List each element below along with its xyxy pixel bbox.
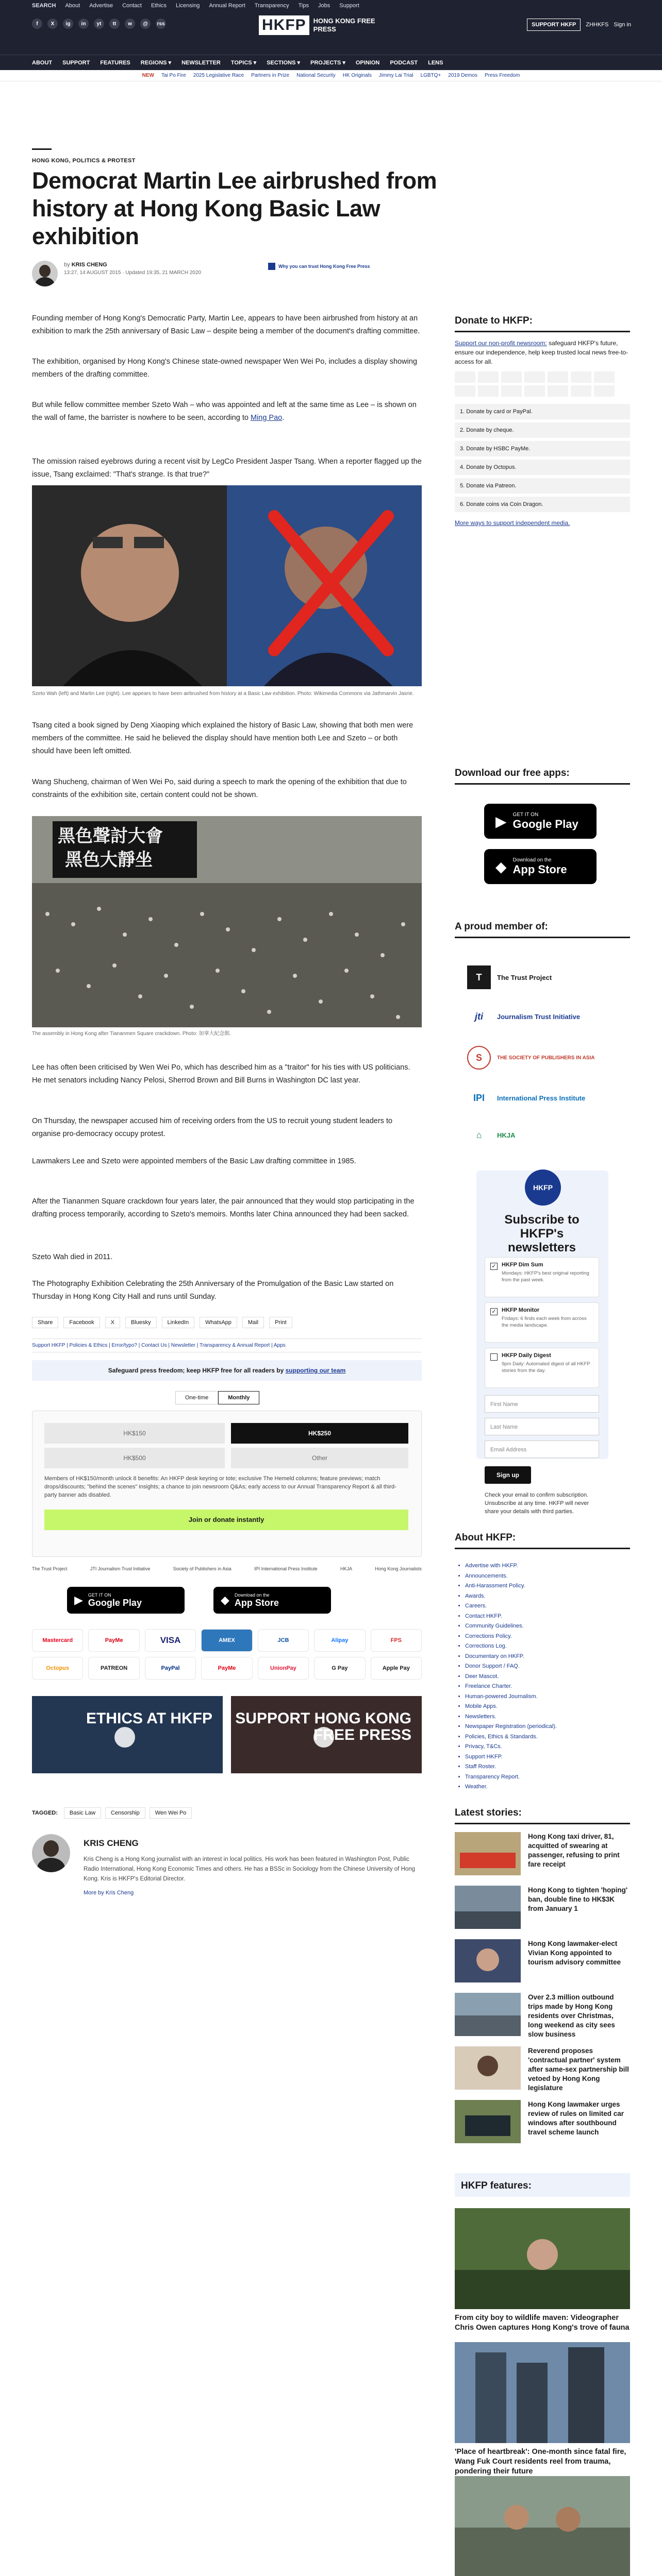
nav-sections[interactable]: SECTIONS ▾ (267, 60, 300, 66)
story-title: Hong Kong lawmaker-elect Vivian Kong appointed to tourism advisory committee (528, 1940, 621, 1966)
support-hkfp-button[interactable]: SUPPORT HKFP (527, 19, 581, 31)
about-link[interactable]: • Weather. (465, 1782, 614, 1792)
about-links (459, 1561, 614, 1792)
donate-sidebar (455, 315, 630, 527)
member-hkja[interactable]: ⌂ HKJA (476, 1129, 516, 1140)
about-link[interactable]: • Freelance Charter. (465, 1682, 614, 1692)
nav-support[interactable]: SUPPORT (62, 59, 90, 66)
checkbox[interactable]: ✓ (490, 1308, 498, 1315)
amount-option-other[interactable]: Other (231, 1448, 408, 1468)
jcb-logo: JCB (258, 1629, 309, 1652)
topbar-link-support[interactable]: Support (339, 3, 359, 9)
article-paragraph: Founding member of Hong Kong's Democratic Party, Martin Lee, appears to have been airbrushed from history at an exhibition to mark the 25th anniversary of Basic Law – despite being a member of the document's drafting committee. (32, 314, 420, 335)
facebook-icon[interactable]: f (32, 19, 42, 29)
patreon-logo: PATREON (88, 1657, 139, 1680)
about-link[interactable]: • Transparency Report. (465, 1772, 614, 1783)
author-name[interactable]: KRIS CHENG (71, 262, 107, 268)
nav-opinion[interactable]: OPINION (355, 59, 380, 66)
article-tags (32, 1807, 192, 1819)
nav-about[interactable]: ABOUT (32, 59, 53, 66)
share-whatsapp-button[interactable]: WhatsApp (200, 1317, 237, 1328)
newsletter-option-title: HKFP Daily Digest (502, 1352, 551, 1359)
instagram-icon[interactable]: ig (63, 19, 73, 29)
partner-logo[interactable]: IPI International Press Institute (254, 1566, 318, 1571)
member-sidebar (455, 921, 630, 938)
logo-wordmark: HONG KONG FREE PRESS (313, 16, 375, 33)
share-bar (32, 1317, 292, 1328)
tiananmen-assembly-photo[interactable] (32, 816, 422, 1027)
section-rule (32, 148, 52, 150)
trust-icon (268, 263, 275, 270)
about-link[interactable]: • Corrections Policy. (465, 1632, 614, 1642)
rss-icon[interactable]: rss (156, 19, 166, 29)
main-navigation (0, 55, 662, 70)
trust-chip[interactable] (268, 263, 370, 270)
article-paragraph: The omission raised eyebrows during a recent visit by LegCo President Jasper Tsang. When a reporter flagged up the issue, Tsang exclaimed: "That's strange. Is that true?" (32, 457, 422, 479)
sidebar-google-play-badge[interactable] (484, 804, 597, 839)
badge-small-text: Download on the (234, 1592, 270, 1598)
donate-title: Donate to HKFP: (455, 315, 630, 332)
nav-projects[interactable]: PROJECTS ▾ (310, 60, 345, 66)
nav-lens[interactable]: LENS (428, 59, 443, 66)
google-play-icon: ▶ (74, 1594, 83, 1606)
unionpay-logo: UnionPay (258, 1657, 309, 1680)
about-link[interactable]: • Announcements. (465, 1571, 614, 1582)
story-thumbnail (455, 1886, 521, 1929)
mastercard-logo: Mastercard (32, 1629, 83, 1652)
payment-icons-small (455, 371, 630, 397)
newsletter-note: Check your email to confirm subscription. Unsubscribe at any time. HKFP will never share your details with third parties. (485, 1492, 589, 1515)
author-avatar[interactable] (32, 261, 58, 286)
about-link[interactable]: • Corrections Log. (465, 1641, 614, 1652)
tag[interactable]: Basic Law (64, 1807, 101, 1819)
amount-option[interactable]: HK$150 (44, 1423, 225, 1444)
topbar-link-about[interactable]: About (65, 3, 80, 9)
about-link[interactable]: • Careers. (465, 1601, 614, 1612)
threads-icon[interactable]: @ (140, 19, 151, 29)
about-sidebar (455, 1532, 630, 1549)
story-title: Hong Kong taxi driver, 81, acquitted of swearing at passenger, refusing to print fare receipt (528, 1833, 620, 1868)
article-title: Democrat Martin Lee airbrushed from history at Hong Kong Basic Law exhibition (32, 167, 437, 249)
latest-story[interactable] (455, 2100, 630, 2149)
author-card (32, 1834, 422, 1896)
fps-logo: FPS (371, 1629, 422, 1652)
feature-card[interactable] (455, 2476, 630, 2576)
topbar-link-annual-report[interactable]: Annual Report (209, 3, 245, 9)
about-link[interactable]: • Staff Roster. (465, 1762, 614, 1772)
safeguard-text: Safeguard press freedom; keep HKFP free for all readers by (108, 1367, 286, 1374)
features-title: HKFP features: (461, 2180, 532, 2191)
nav-podcast[interactable]: PODCAST (390, 59, 418, 66)
apps-title: Download our free apps: (455, 768, 630, 785)
feature-title: From city boy to wildlife maven: Videographer Chris Owen captures Hong Kong's trove of fauna (455, 2314, 630, 2332)
logo-mark: HKFP (259, 15, 309, 35)
feature-card[interactable] (455, 2208, 630, 2333)
member-trust-project[interactable]: T The Trust Project (467, 965, 552, 989)
donate-intro-link[interactable]: Support our non-profit newsroom: (455, 340, 547, 347)
ethics-video-promo[interactable] (32, 1696, 223, 1773)
share-facebook-button[interactable]: Facebook (63, 1317, 100, 1328)
banner-line-1: 黑色聲討大會 (58, 826, 163, 846)
partner-logo[interactable]: HKJA (340, 1566, 353, 1571)
sidebar-app-store-badge[interactable] (484, 849, 597, 884)
whatsapp-icon[interactable]: w (125, 19, 135, 29)
payment-methods (32, 1629, 422, 1680)
story-title: Over 2.3 million outbound trips made by Hong Kong residents over Christmas, long weekend as city sees slow business (528, 1993, 615, 2038)
header-actions (527, 19, 631, 31)
badge-big-text: Google Play (88, 1597, 142, 1608)
applepay-logo: Apple Pay (371, 1657, 422, 1680)
youtube-icon[interactable]: yt (94, 19, 104, 29)
visa-logo: VISA (145, 1629, 196, 1652)
banner-text (58, 824, 163, 872)
share-mail-button[interactable]: Mail (242, 1317, 264, 1328)
topbar-link-transparency[interactable]: Transparency (254, 3, 289, 9)
share-x-button[interactable]: X (105, 1317, 120, 1328)
apps-sidebar (455, 768, 630, 785)
membership-benefits: Members of HK$150/month unlock 8 benefits: An HKFP desk keyring or tote; exclusive The Hemeld columns; feature previews; match drops/discounts; "behind the scenes" insights; a chance to join newsroom Q&As; early access to our Annual Transparency Report & all third-party banner ads disabled. (44, 1476, 396, 1498)
badge-small-text: Download on the (512, 857, 552, 863)
app-store-badge[interactable] (213, 1587, 331, 1614)
top-utility-bar (0, 0, 662, 11)
newsletter-option-dim-sum[interactable] (485, 1257, 599, 1297)
topbar-link-tips[interactable]: Tips (298, 3, 309, 9)
first-name-input[interactable]: First Name (485, 1395, 599, 1413)
sign-in-link[interactable]: Sign in (614, 22, 631, 28)
newsletter-badge: HKFP (525, 1170, 561, 1206)
promo-title: ETHICS AT HKFP (86, 1710, 212, 1727)
join-donate-button[interactable]: Join or donate instantly (44, 1510, 408, 1530)
linkedin-icon[interactable]: in (78, 19, 89, 29)
safeguard-banner (32, 1360, 422, 1381)
topbar-link-ethics[interactable]: Ethics (151, 3, 167, 9)
member-ipi[interactable]: IPI International Press Institute (473, 1092, 586, 1103)
author-photo[interactable] (32, 1834, 70, 1872)
byline-prefix: by (64, 262, 70, 268)
member-name: HKJA (497, 1131, 516, 1139)
story-thumbnail (455, 2046, 521, 2090)
article-paragraph: Wang Shucheng, chairman of Wen Wei Po, said during a speech to mark the opening of the exhibition that due to constraints of the exhibition site, certain content could not be shown. (32, 778, 407, 799)
feature-card[interactable] (455, 2342, 630, 2477)
publish-date: 13:27, 14 AUGUST 2015 · Updated 19:35, 21 MARCH 2020 (64, 270, 202, 276)
amex-logo: AMEX (201, 1629, 252, 1652)
partner-logo[interactable]: JTI Journalism Trust Initiative (90, 1566, 151, 1571)
google-play-icon: ▶ (495, 813, 507, 829)
trending-link[interactable]: HK Originals (342, 73, 372, 78)
newsletter-option-daily-digest[interactable] (485, 1348, 599, 1388)
trending-link[interactable]: 2019 Demos (448, 73, 477, 78)
topbar-link-licensing[interactable]: Licensing (175, 3, 200, 9)
badge-small-text: GET IT ON (512, 811, 539, 818)
about-link[interactable]: • Mobile Apps. (465, 1702, 614, 1712)
tiktok-icon[interactable]: tt (109, 19, 120, 29)
social-icons (32, 19, 166, 29)
newsletter-option-title: HKFP Monitor (502, 1307, 540, 1313)
alipay-logo: Alipay (314, 1629, 365, 1652)
partner-logo[interactable]: Hong Kong Journalists (375, 1566, 422, 1571)
tag[interactable]: Censorship (105, 1807, 145, 1819)
payme-logo: PayMe (201, 1657, 252, 1680)
byline (64, 262, 201, 276)
about-link[interactable]: • Donor Support / FAQ. (465, 1662, 614, 1672)
payme-logo: PayMe (88, 1629, 139, 1652)
paragraph-text: But while fellow committee member Szeto Wah – who was appointed and left at the same time as Lee – is shown on the wall of fame, the barrister is nowhere to be seen, according to (32, 401, 417, 422)
article-paragraph: The Photography Exhibition Celebrating the 25th Anniversary of the Promulgation of the Basic Law started on Thursday in Hong Kong City Hall and runs until Sunday. (32, 1280, 394, 1301)
banner-line-2: 黑色大靜坐 (65, 850, 153, 870)
about-link[interactable]: • Awards. (465, 1591, 614, 1602)
play-icon (114, 1727, 135, 1748)
latest-title: Latest stories: (455, 1807, 630, 1824)
donate-option[interactable]: 6. Donate coins via Coin Dragon. (455, 497, 630, 512)
about-link[interactable]: • Newspaper Registration (periodical). (465, 1722, 614, 1732)
partner-logos (32, 1566, 422, 1571)
story-title: Hong Kong lawmaker urges review of rules on limited car windows after southbound travel scheme launch (528, 2100, 624, 2136)
article-paragraph (32, 399, 422, 425)
newsletter-option-monitor[interactable] (485, 1302, 599, 1343)
share-label: Share (32, 1317, 58, 1328)
story-thumbnail (455, 1939, 521, 1982)
donate-option[interactable]: 1. Donate by card or PayPal. (455, 404, 630, 419)
feature-image (455, 2342, 630, 2443)
article-paragraph: After the Tiananmen Square crackdown four years later, the pair announced that they would stop participating in the drafting process temporarily, according to Szeto's memoirs. Months later China announced they had been sacked. (32, 1197, 415, 1218)
member-name: THE SOCIETY OF PUBLISHERS IN ASIA (497, 1055, 595, 1061)
google-play-badge[interactable] (67, 1587, 185, 1614)
newsletter-option-desc: Fridays: 6 finds each week from across the media landscape. (502, 1316, 587, 1328)
szeto-lee-photo[interactable] (32, 485, 422, 686)
member-name: The Trust Project (497, 973, 552, 981)
latest-stories-sidebar (455, 1807, 630, 1824)
trending-link[interactable]: LGBTQ+ (420, 73, 441, 78)
donate-intro-text: safeguard HKFP's future, ensure our independence, help keep trusted local news free-to-access for all. (455, 340, 628, 365)
donation-frequency-toggle (175, 1391, 259, 1404)
trending-link[interactable]: Tai Po Fire (161, 73, 186, 78)
tag[interactable]: Wen Wei Po (150, 1807, 192, 1819)
trending-link[interactable]: National Security (296, 73, 336, 78)
about-link[interactable]: • Privacy, T&Cs. (465, 1742, 614, 1752)
amount-option-selected[interactable]: HK$250 (231, 1423, 408, 1444)
newsletter-title: Subscribe to HKFP's newsletters (504, 1213, 580, 1255)
trending-link[interactable]: 2025 Legislative Race (193, 73, 244, 78)
nav-topics[interactable]: TOPICS ▾ (230, 60, 257, 66)
about-link[interactable]: • Human-powered Journalism. (465, 1692, 614, 1702)
donate-option[interactable]: 3. Donate by HSBC PayMe. (455, 441, 630, 456)
monthly-tab[interactable]: Monthly (218, 1391, 259, 1404)
octopus-logo: Octopus (32, 1657, 83, 1680)
more-ways-link[interactable]: More ways to support independent media. (455, 519, 570, 527)
apple-icon: ◆ (495, 858, 507, 875)
tags-label: TAGGED: (32, 1810, 58, 1816)
share-bluesky-button[interactable]: Bluesky (125, 1317, 157, 1328)
newsletter-option-desc: 9pm Daily: Automated digest of all HKFP stories from the day. (502, 1361, 590, 1374)
feature-image (455, 2208, 630, 2309)
about-link[interactable]: • Community Guidelines. (465, 1621, 614, 1632)
feature-title: 'Place of heartbreak': One-month since fatal fire, Wang Fuk Court residents reel from trauma, pondering their future (455, 2448, 626, 2476)
policy-links[interactable]: Support HKFP | Policies & Ethics | Error/typo? | Contact Us | Newsletter | Transparency & Annual Report | Apps (32, 1338, 422, 1352)
story-title: Reverend proposes 'contractual partner' system after same-sex partnership bill vetoed by Hong Kong legislature (528, 2047, 629, 2092)
badge-big-text: App Store (234, 1597, 279, 1608)
nav-newsletter[interactable]: NEWSLETTER (181, 59, 221, 66)
features-header (455, 2173, 630, 2197)
article-paragraph: Szeto Wah died in 2011. (32, 1253, 113, 1261)
author-card-name[interactable]: KRIS CHENG (84, 1838, 139, 1848)
member-name: International Press Institute (497, 1094, 586, 1102)
partner-logo[interactable]: The Trust Project (32, 1566, 68, 1571)
newsletter-option-title: HKFP Dim Sum (502, 1262, 543, 1268)
feature-image (455, 2476, 630, 2576)
donate-option[interactable]: 4. Donate by Octopus. (455, 460, 630, 475)
search-link[interactable]: SEARCH (32, 3, 56, 9)
print-button[interactable]: Print (269, 1317, 292, 1328)
ming-pao-link[interactable]: Ming Pao (250, 414, 283, 422)
latest-story[interactable] (455, 1832, 630, 1882)
last-name-input[interactable]: Last Name (485, 1418, 599, 1435)
member-jti[interactable]: jti Journalism Trust Initiative (475, 1011, 581, 1022)
latest-story[interactable] (455, 2046, 630, 2096)
partner-logo[interactable]: Society of Publishers in Asia (173, 1566, 231, 1571)
site-header (0, 11, 662, 55)
gpay-logo: G Pay (314, 1657, 365, 1680)
latest-story[interactable] (455, 1993, 630, 2042)
donate-option[interactable]: 5. Donate via Patreon. (455, 478, 630, 494)
about-link[interactable]: • Policies, Ethics & Standards. (465, 1732, 614, 1742)
article-paragraph: Lee has often been criticised by Wen Wei Po, which has described him as a "traitor" for his ties with US politicians. He met senators including Nancy Pelosi, Sherrod Brown and Bill Burns in Washington DC last year. (32, 1063, 410, 1084)
badge-big-text: App Store (512, 862, 567, 876)
trending-link[interactable]: Press Freedom (484, 73, 520, 78)
newsletter-signup-button[interactable]: Sign up (485, 1466, 531, 1484)
site-logo[interactable] (259, 15, 386, 35)
member-title: A proud member of: (455, 921, 630, 938)
article-section[interactable]: HONG KONG, POLITICS & PROTEST (32, 158, 136, 164)
topbar-link-contact[interactable]: Contact (122, 3, 142, 9)
support-video-promo[interactable] (231, 1696, 422, 1773)
about-link[interactable]: • Newsletters. (465, 1712, 614, 1722)
trending-link[interactable]: Jimmy Lai Trial (378, 73, 413, 78)
paypal-logo: PayPal (145, 1657, 196, 1680)
topbar-link-advertise[interactable]: Advertise (89, 3, 113, 9)
story-thumbnail (455, 1993, 521, 2036)
trending-bar (0, 70, 662, 81)
latest-story[interactable] (455, 1939, 630, 1989)
about-link[interactable]: • Deer Mascot. (465, 1672, 614, 1682)
story-thumbnail (455, 1832, 521, 1875)
donate-option[interactable]: 2. Donate by cheque. (455, 422, 630, 438)
more-by-author-link[interactable]: More by Kris Cheng (84, 1890, 134, 1896)
promo-title: SUPPORT HONG KONG FREE PRESS (235, 1710, 411, 1743)
apple-icon: ◆ (221, 1594, 229, 1606)
checkbox[interactable] (490, 1353, 498, 1361)
language-switch[interactable]: ZHHKFS (586, 22, 609, 28)
x-icon[interactable]: X (47, 19, 58, 29)
about-link[interactable]: • Documentary on HKFP. (465, 1652, 614, 1662)
support-team-link[interactable]: supporting our team (285, 1367, 346, 1374)
checkbox[interactable]: ✓ (490, 1263, 498, 1270)
article-paragraph: Tsang cited a book signed by Deng Xiaoping which explained the history of Basic Law, showing that both men were members of the committee. He said he believed the display should have mention both Lee and Szeto – or both should have been left omitted. (32, 721, 413, 755)
member-sopa[interactable]: S THE SOCIETY OF PUBLISHERS IN ASIA (467, 1046, 594, 1070)
latest-story[interactable] (455, 1886, 630, 1935)
one-time-tab[interactable]: One-time (175, 1391, 218, 1404)
topbar-link-jobs[interactable]: Jobs (318, 3, 330, 9)
trending-link[interactable]: Partners in Prize (251, 73, 290, 78)
new-label: NEW (142, 73, 154, 78)
article-paragraph: Lawmakers Lee and Szeto were appointed members of the Basic Law drafting committee in 1985. (32, 1157, 356, 1165)
about-link[interactable]: • Anti-Harassment Policy. (465, 1581, 614, 1591)
paragraph-text: . (282, 414, 285, 422)
email-input[interactable]: Email Address (485, 1440, 599, 1458)
badge-big-text: Google Play (512, 817, 578, 831)
amount-option[interactable]: HK$500 (44, 1448, 225, 1468)
article-paragraph: On Thursday, the newspaper accused him of receiving orders from the US to recruit young student leaders to organise pro-democracy occupy protest. (32, 1117, 393, 1138)
member-name: Journalism Trust Initiative (497, 1012, 581, 1021)
about-link[interactable]: • Support HKFP. (465, 1752, 614, 1762)
about-link[interactable]: • Advertise with HKFP. (465, 1561, 614, 1571)
story-title: Hong Kong to tighten 'hoping' ban, double fine to HK$3K from January 1 (528, 1886, 628, 1912)
about-title: About HKFP: (455, 1532, 630, 1549)
newsletter-option-desc: Mondays: HKFP's best original reporting from the past week. (502, 1270, 589, 1283)
donate-options (455, 404, 630, 512)
story-thumbnail (455, 2100, 521, 2143)
badge-small-text: GET IT ON (88, 1592, 111, 1598)
donate-intro (455, 338, 630, 366)
photo-caption: Szeto Wah (left) and Martin Lee (right). Lee appears to have been airbrushed from history at a Basic Law exhibition. Photo: Wikimedia Commons via Jathmarvin Jasrie. (32, 691, 414, 697)
photo-caption: The assembly in Hong Kong after Tiananmen Square crackdown. Photo: 加拿大紀念館. (32, 1031, 231, 1037)
share-linkedin-button[interactable]: LinkedIn (162, 1317, 195, 1328)
trust-chip-label: Why you can trust Hong Kong Free Press (278, 264, 370, 269)
author-bio: Kris Cheng is a Hong Kong journalist with an interest in local politics. His work has been featured in Washington Post, Public Radio International, Hong Kong Economic Times and others. He has a BSSc in Sociology from the Chinese University of Hong Kong. Kris is HKFP's Editorial Director. (84, 1856, 416, 1882)
nav-features[interactable]: FEATURES (100, 59, 130, 66)
about-link[interactable]: • Contact HKFP. (465, 1612, 614, 1622)
article-paragraph: The exhibition, organised by Hong Kong's Chinese state-owned newspaper Wen Wei Po, includes a display showing members of the drafting committee. (32, 358, 418, 379)
nav-regions[interactable]: REGIONS ▾ (140, 60, 172, 66)
